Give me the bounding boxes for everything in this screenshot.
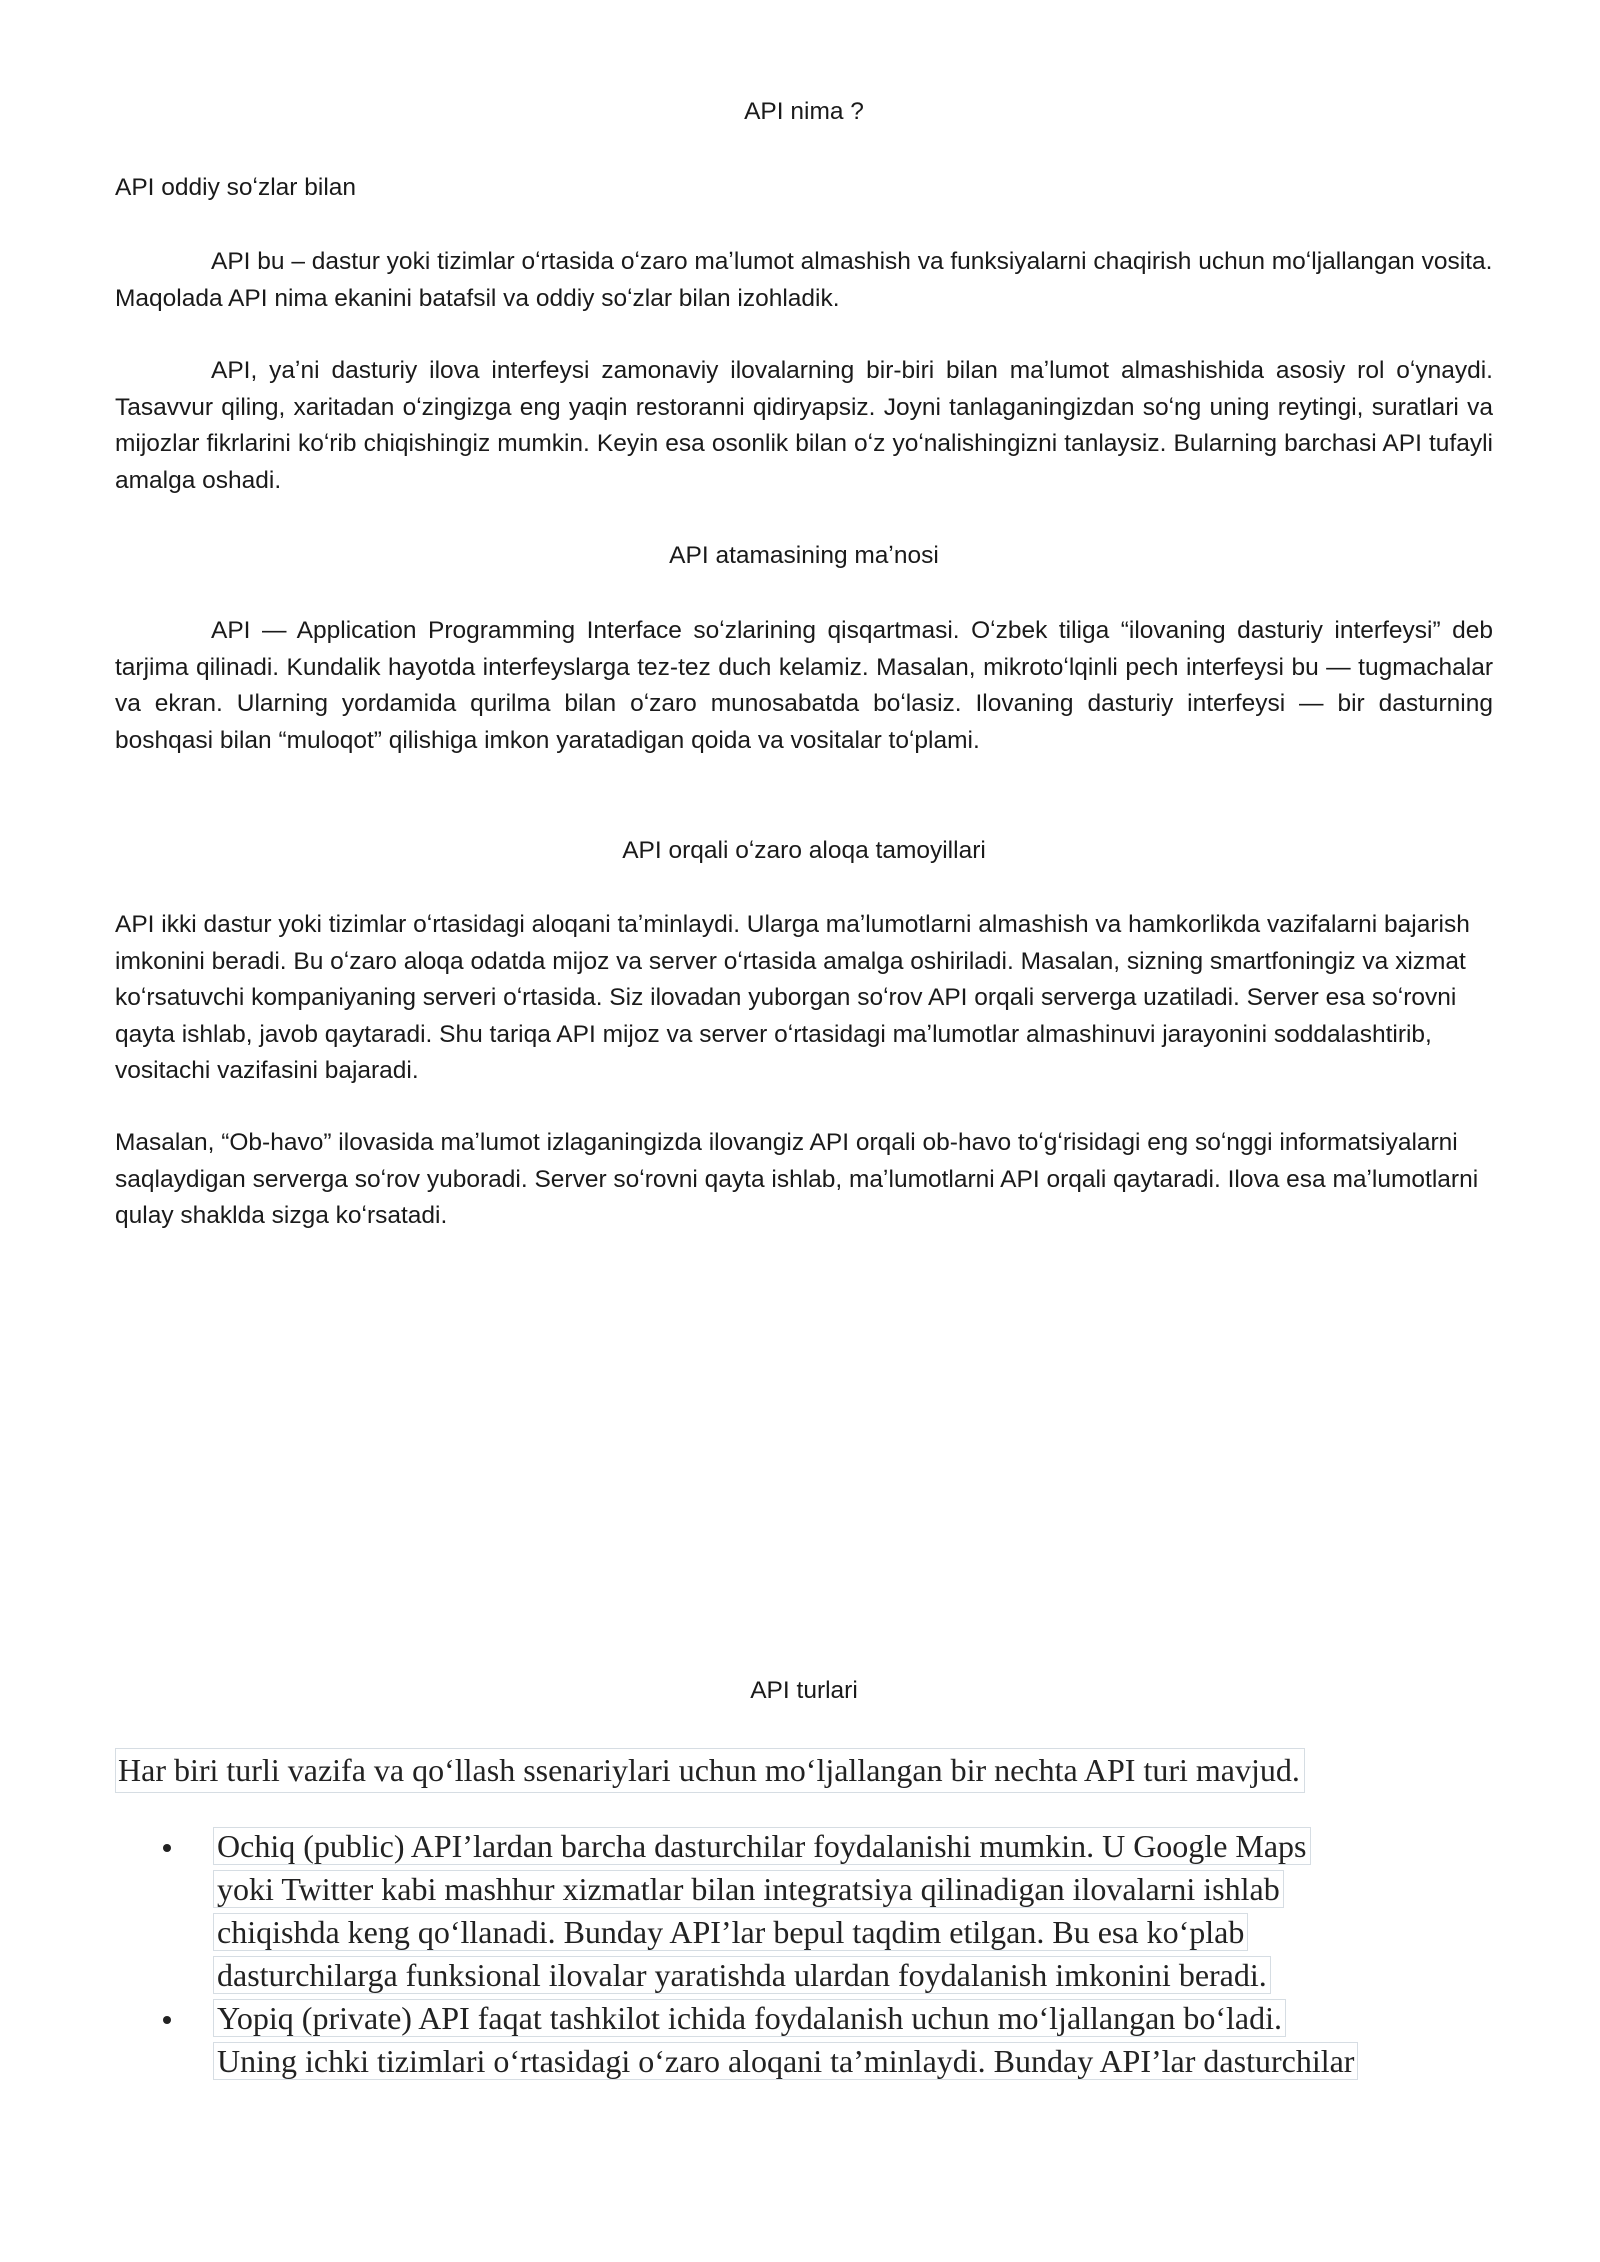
- list-item: [160, 1825, 1358, 1997]
- heading-api-types: API turlari: [750, 1677, 858, 1704]
- paragraph-intro: API bu – dastur yoki tizimlar oʻrtasida oʻzaro maʼlumot almashish va funksiyalarni chaqirish uchun moʻljallangan vosita. Maqolada API nima ekanini batafsil va oddiy soʻzlar bilan izohladik.: [115, 248, 1493, 312]
- document-title: API nima ?: [744, 98, 864, 125]
- bullet-icon: [163, 1844, 171, 1852]
- bullet-icon: [163, 2016, 171, 2024]
- list-item-text: Ochiq (public) APIʼlardan barcha dasturchilar foydalanishi mumkin. U Google Maps yoki Twitter kabi mashhur xizmatlar bilan integratsiya qilinadigan ilovalarni ishlab chiqishda keng qoʻllanadi. Bunday APIʼlar bepul taqdim etilgan. Bu esa koʻplab dasturchilarga funksional ilovalar yaratishda ulardan foydalanish imkonini beradi.: [213, 1825, 1358, 1997]
- paragraph-api-meaning: API — Application Programming Interface soʻzlarining qisqartmasi. Oʻzbek tiliga “ilovaning dasturiy interfeysi” deb tarjima qilinadi. Kundalik hayotda interfeyslarga tez-tez duch kelamiz. Masalan, mikrotoʻlqinli pech interfeysi bu — tugmachalar va ekran. Ularning yordamida qurilma bilan oʻzaro munosabatda boʻlasiz. Ilovaning dasturiy interfeysi — bir dasturning boshqasi bilan “muloqot” qilishiga imkon yaratadigan qoida va vositalar toʻplami.: [115, 617, 1493, 754]
- list-item: [160, 1997, 1358, 2083]
- paragraph-weather-example: Masalan, “Ob-havo” ilovasida maʼlumot izlaganingizda ilovangiz API orqali ob-havo toʻgʻrisidagi eng soʻnggi informatsiyalarni saqlaydigan serverga soʻrov yuboradi. Server soʻrovni qayta ishlab, maʼlumotlarni API orqali qaytaradi. Ilova esa maʼlumotlarni qulay shaklda sizga koʻrsatadi.: [115, 1129, 1479, 1229]
- paragraph-api-types-intro: Har biri turli vazifa va qoʻllash ssenariylari uchun moʻljallangan bir nechta API turi mavjud.: [115, 1748, 1305, 1793]
- api-types-list: [160, 1825, 1358, 2083]
- paragraph-api-role: API, yaʼni dasturiy ilova interfeysi zamonaviy ilovalarning bir-biri bilan maʼlumot almashishida asosiy rol oʻynaydi. Tasavvur qiling, xaritadan oʻzingizga eng yaqin restoranni qidiryapsiz. Joyni tanlaganingizdan soʻng uning reytingi, suratlari va mijozlar fikrlarini koʻrib chiqishingiz mumkin. Keyin esa osonlik bilan oʻz yoʻnalishingizni tanlaysiz. Bularning barchasi API tufayli amalga oshadi.: [115, 357, 1493, 494]
- document-subtitle: API oddiy soʻzlar bilan: [115, 174, 357, 201]
- paragraph-api-principles: API ikki dastur yoki tizimlar oʻrtasidagi aloqani taʼminlaydi. Ularga maʼlumotlarni almashish va hamkorlikda vazifalarni bajarish imkonini beradi. Bu oʻzaro aloqa odatda mijoz va server oʻrtasida amalga oshiriladi. Masalan, sizning smartfoningiz va xizmat koʻrsatuvchi kompaniyaning serveri oʻrtasida. Siz ilovadan yuborgan soʻrov API orqali serverga uzatiladi. Server esa soʻrovni qayta ishlab, javob qaytaradi. Shu tariqa API mijoz va server oʻrtasidagi maʼlumotlar almashinuvi jarayonini soddalashtirib, vositachi vazifasini bajaradi.: [115, 911, 1470, 1084]
- list-item-text: Yopiq (private) API faqat tashkilot ichida foydalanish uchun moʻljallangan boʻladi. Uning ichki tizimlari oʻrtasidagi oʻzaro aloqani taʼminlaydi. Bunday APIʼlar dasturchilar: [213, 1997, 1358, 2083]
- heading-api-meaning: API atamasining maʼnosi: [669, 542, 939, 569]
- heading-api-principles: API orqali oʻzaro aloqa tamoyillari: [622, 837, 986, 864]
